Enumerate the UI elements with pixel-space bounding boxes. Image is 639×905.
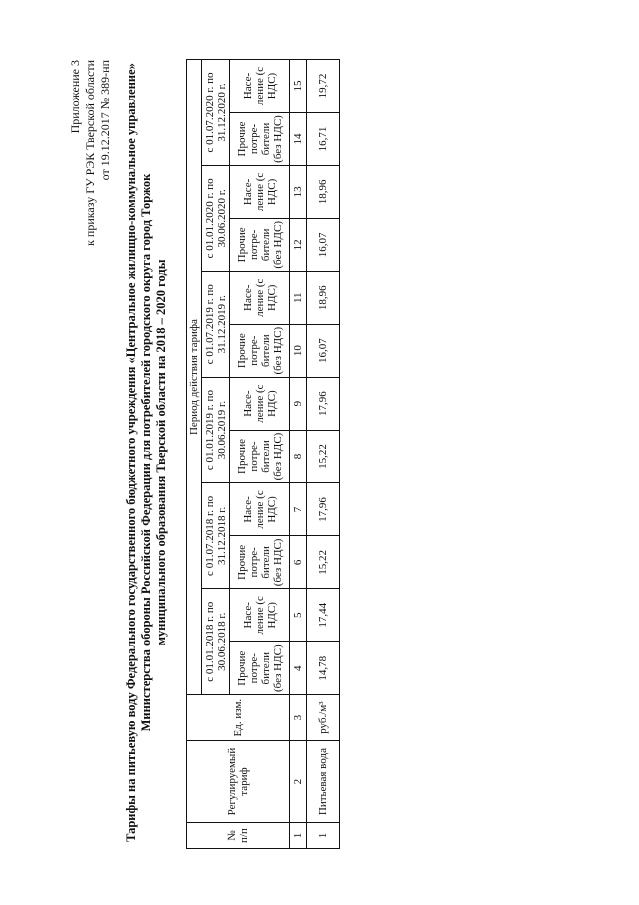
appendix-line: от 19.12.2017 № 389-нп [98,60,112,181]
tariff-value: 17,96 [307,483,340,536]
column-number: 11 [290,271,307,324]
column-number: 14 [290,113,307,166]
column-number: 10 [290,324,307,377]
header-unit: Ед. изм. [187,695,290,741]
appendix-line: к приказу ГУ РЭК Тверской области [83,60,97,246]
appendix-note [68,60,113,246]
row-number: 1 [307,823,340,849]
column-number: 15 [290,60,307,113]
column-number: 12 [290,218,307,271]
header-period-range: с 01.07.2020 г. по 31.12.2020 г. [202,60,230,166]
header-population: Насе- ление (с НДС) [230,271,290,324]
tariff-value: 16,71 [307,113,340,166]
header-other-consumers: Прочие потре- бители (без НДС) [230,642,290,695]
tariff-value: 16,07 [307,324,340,377]
title-line: Министерства обороны Российской Федерации для потребителей городского округа город Торжок [139,173,153,732]
document-title [124,0,169,905]
row-unit: руб./м³ [307,695,340,741]
header-other-consumers: Прочие потре- бители (без НДС) [230,430,290,483]
column-number: 5 [290,589,307,642]
row-name: Питьевая вода [307,741,340,823]
tariff-value: 17,96 [307,377,340,430]
column-number: 2 [290,741,307,823]
header-number: № п/п [187,823,290,849]
header-other-consumers: Прочие потре- бители (без НДС) [230,218,290,271]
header-other-consumers: Прочие потре- бители (без НДС) [230,536,290,589]
tariff-value: 15,22 [307,430,340,483]
header-period-range: с 01.01.2020 г. по 30.06.2020 г. [202,165,230,271]
header-period-range: с 01.01.2018 г. по 30.06.2018 г. [202,589,230,695]
header-period-range: с 01.07.2019 г. по 31.12.2019 г. [202,271,230,377]
tariff-value: 18,96 [307,165,340,218]
header-period-range: с 01.07.2018 г. по 31.12.2018 г. [202,483,230,589]
column-number: 1 [290,823,307,849]
column-number: 8 [290,430,307,483]
tariff-value: 14,78 [307,642,340,695]
header-tariff: Регулируемый тариф [187,741,290,823]
header-population: Насе- ление (с НДС) [230,165,290,218]
tariff-value: 15,22 [307,536,340,589]
header-period: Период действия тарифа [187,60,202,695]
tariff-value: 19,72 [307,60,340,113]
tariff-value: 17,44 [307,589,340,642]
title-line: муниципального образования Тверской области на 2018 – 2020 годы [154,259,168,646]
header-other-consumers: Прочие потре- бители (без НДС) [230,113,290,166]
column-number: 9 [290,377,307,430]
appendix-line: Приложение 3 [68,60,82,134]
header-other-consumers: Прочие потре- бители (без НДС) [230,324,290,377]
tariff-value: 16,07 [307,218,340,271]
column-number: 4 [290,642,307,695]
header-population: Насе- ление (с НДС) [230,60,290,113]
header-population: Насе- ление (с НДС) [230,589,290,642]
header-period-range: с 01.01.2019 г. по 30.06.2019 г. [202,377,230,483]
header-population: Насе- ление (с НДС) [230,483,290,536]
column-number: 6 [290,536,307,589]
tariff-value: 18,96 [307,271,340,324]
column-number: 13 [290,165,307,218]
title-line: Тарифы на питьевую воду Федерального государственного бюджетного учреждения «Центральное жилищно-коммунальное управление» [124,63,138,842]
column-number: 3 [290,695,307,741]
header-population: Насе- ление (с НДС) [230,377,290,430]
tariff-table [186,59,340,849]
column-number: 7 [290,483,307,536]
